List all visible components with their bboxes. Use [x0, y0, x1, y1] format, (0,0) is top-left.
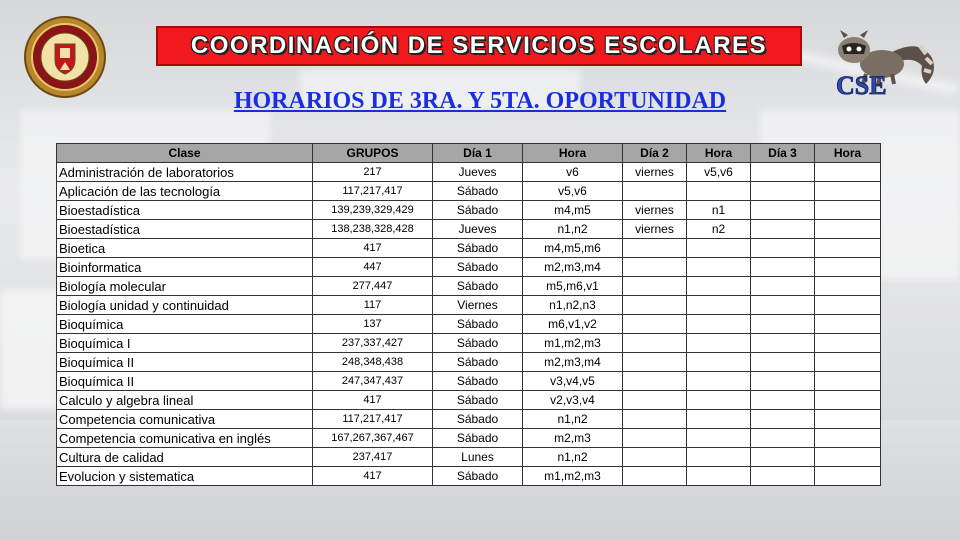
table-cell [815, 353, 881, 372]
table-cell: m1,m2,m3 [523, 467, 623, 486]
column-header: Hora [815, 144, 881, 163]
table-cell: m2,m3 [523, 429, 623, 448]
table-cell [623, 353, 687, 372]
table-cell [687, 315, 751, 334]
table-cell: Sábado [433, 315, 523, 334]
table-cell: Bioetica [57, 239, 313, 258]
table-cell [751, 391, 815, 410]
table-cell [815, 467, 881, 486]
table-cell: Cultura de calidad [57, 448, 313, 467]
table-cell: v5,v6 [687, 163, 751, 182]
table-row [57, 315, 881, 334]
table-cell: viernes [623, 163, 687, 182]
table-row [57, 258, 881, 277]
table-cell: Sábado [433, 201, 523, 220]
table-cell: Calculo y algebra lineal [57, 391, 313, 410]
table-cell [687, 182, 751, 201]
table-cell: Bioestadística [57, 220, 313, 239]
table-cell [623, 296, 687, 315]
table-cell: v5,v6 [523, 182, 623, 201]
table-cell [751, 353, 815, 372]
column-header: Hora [687, 144, 751, 163]
table-cell [623, 448, 687, 467]
table-row [57, 163, 881, 182]
table-cell: Jueves [433, 220, 523, 239]
table-cell: n1 [687, 201, 751, 220]
table-cell: n1,n2,n3 [523, 296, 623, 315]
table-cell [751, 315, 815, 334]
table-cell [815, 220, 881, 239]
table-cell: 137 [313, 315, 433, 334]
table-cell [687, 353, 751, 372]
table-cell: Sábado [433, 372, 523, 391]
table-cell [623, 467, 687, 486]
table-cell: 237,417 [313, 448, 433, 467]
table-cell [751, 448, 815, 467]
table-cell: 117,217,417 [313, 182, 433, 201]
table-cell: m5,m6,v1 [523, 277, 623, 296]
table-row [57, 296, 881, 315]
table-cell: n2 [687, 220, 751, 239]
title-banner [156, 26, 802, 66]
table-cell: v2,v3,v4 [523, 391, 623, 410]
table-cell: 417 [313, 239, 433, 258]
table-cell: Biología molecular [57, 277, 313, 296]
table-cell: Bioestadística [57, 201, 313, 220]
table-cell [751, 372, 815, 391]
table-cell [687, 429, 751, 448]
table-cell [751, 182, 815, 201]
table-row [57, 429, 881, 448]
table-cell: viernes [623, 201, 687, 220]
table-cell: n1,n2 [523, 410, 623, 429]
table-cell: Lunes [433, 448, 523, 467]
table-cell: n1,n2 [523, 220, 623, 239]
column-header: Hora [523, 144, 623, 163]
table-cell: n1,n2 [523, 448, 623, 467]
table-cell [815, 391, 881, 410]
table-cell: Biología unidad y continuidad [57, 296, 313, 315]
table-cell: Competencia comunicativa [57, 410, 313, 429]
table-cell: 138,238,328,428 [313, 220, 433, 239]
table-cell [623, 239, 687, 258]
table-row [57, 372, 881, 391]
table-cell: 167,267,367,467 [313, 429, 433, 448]
table-cell: 417 [313, 391, 433, 410]
table-cell [687, 372, 751, 391]
table-cell: Bioquímica [57, 315, 313, 334]
table-cell [751, 163, 815, 182]
table-cell: 417 [313, 467, 433, 486]
table-cell: 117,217,417 [313, 410, 433, 429]
table-row [57, 182, 881, 201]
table-cell [815, 429, 881, 448]
table-cell: Sábado [433, 334, 523, 353]
table-cell: 139,239,329,429 [313, 201, 433, 220]
table-cell [751, 467, 815, 486]
table-cell: 237,337,427 [313, 334, 433, 353]
table-cell [815, 334, 881, 353]
table-cell [623, 315, 687, 334]
table-cell: v6 [523, 163, 623, 182]
table-cell: viernes [623, 220, 687, 239]
table-cell: Jueves [433, 163, 523, 182]
table-cell: Bioinformatica [57, 258, 313, 277]
table-cell [815, 372, 881, 391]
table-cell: Sábado [433, 429, 523, 448]
table-cell: m2,m3,m4 [523, 258, 623, 277]
table-cell [751, 258, 815, 277]
logo-text: CSE [836, 71, 887, 100]
table-row [57, 410, 881, 429]
table-cell: Sábado [433, 258, 523, 277]
table-cell [751, 239, 815, 258]
table-cell [623, 410, 687, 429]
table-cell [687, 334, 751, 353]
table-cell [815, 182, 881, 201]
table-row [57, 201, 881, 220]
table-cell: m4,m5 [523, 201, 623, 220]
table-cell [751, 201, 815, 220]
table-body [57, 163, 881, 486]
table-row [57, 277, 881, 296]
table-cell [751, 277, 815, 296]
table-cell [623, 334, 687, 353]
column-header: Día 1 [433, 144, 523, 163]
table-cell: 277,447 [313, 277, 433, 296]
table-cell: Sábado [433, 239, 523, 258]
table-row [57, 391, 881, 410]
table-cell [815, 277, 881, 296]
table-cell [815, 315, 881, 334]
table-row [57, 239, 881, 258]
table-cell [687, 277, 751, 296]
table-cell [687, 258, 751, 277]
table-cell: Sábado [433, 182, 523, 201]
table-cell: m4,m5,m6 [523, 239, 623, 258]
table-cell [815, 296, 881, 315]
table-cell: 217 [313, 163, 433, 182]
table-cell: Sábado [433, 391, 523, 410]
table-row [57, 334, 881, 353]
column-header: GRUPOS [313, 144, 433, 163]
table-cell: 248,348,438 [313, 353, 433, 372]
table-cell [687, 391, 751, 410]
column-header: Día 3 [751, 144, 815, 163]
table-cell: m1,m2,m3 [523, 334, 623, 353]
schedule-table [56, 143, 881, 486]
table-cell [687, 296, 751, 315]
table-cell [815, 163, 881, 182]
table-cell: Sábado [433, 467, 523, 486]
table-cell [687, 467, 751, 486]
table-cell: Sábado [433, 353, 523, 372]
table-cell [623, 277, 687, 296]
table-cell [623, 258, 687, 277]
university-seal-icon [24, 16, 106, 98]
table-header-row [57, 144, 881, 163]
table-row [57, 467, 881, 486]
table-cell [815, 239, 881, 258]
table-cell [751, 429, 815, 448]
table-cell: 247,347,437 [313, 372, 433, 391]
table-cell [687, 410, 751, 429]
table-cell [687, 448, 751, 467]
table-cell: Sábado [433, 277, 523, 296]
table-cell: v3,v4,v5 [523, 372, 623, 391]
table-cell [751, 334, 815, 353]
table-cell [751, 296, 815, 315]
table-cell: Viernes [433, 296, 523, 315]
column-header: Clase [57, 144, 313, 163]
table-cell [815, 448, 881, 467]
table-cell [751, 220, 815, 239]
table-cell: Bioquímica II [57, 372, 313, 391]
table-cell: Aplicación de las tecnología [57, 182, 313, 201]
table-cell [623, 372, 687, 391]
table-cell: Evolucion y sistematica [57, 467, 313, 486]
table-cell [815, 201, 881, 220]
table-cell: Sábado [433, 410, 523, 429]
page-subtitle: HORARIOS DE 3RA. Y 5TA. OPORTUNIDAD [233, 88, 727, 114]
table-cell: Administración de laboratorios [57, 163, 313, 182]
table-cell [687, 239, 751, 258]
table-row [57, 353, 881, 372]
table-cell [751, 410, 815, 429]
table-cell [623, 182, 687, 201]
table-cell: Competencia comunicativa en inglés [57, 429, 313, 448]
banner-title: COORDINACIÓN DE SERVICIOS ESCOLARES [190, 32, 768, 59]
table-cell: Bioquímica I [57, 334, 313, 353]
table-cell: 447 [313, 258, 433, 277]
table-cell [815, 410, 881, 429]
table-cell [623, 391, 687, 410]
table-cell: Bioquímica II [57, 353, 313, 372]
table-row [57, 220, 881, 239]
table-cell [623, 429, 687, 448]
column-header: Día 2 [623, 144, 687, 163]
table-cell: m6,v1,v2 [523, 315, 623, 334]
table-cell [815, 258, 881, 277]
table-cell: m2,m3,m4 [523, 353, 623, 372]
table-row [57, 448, 881, 467]
table-cell: 117 [313, 296, 433, 315]
